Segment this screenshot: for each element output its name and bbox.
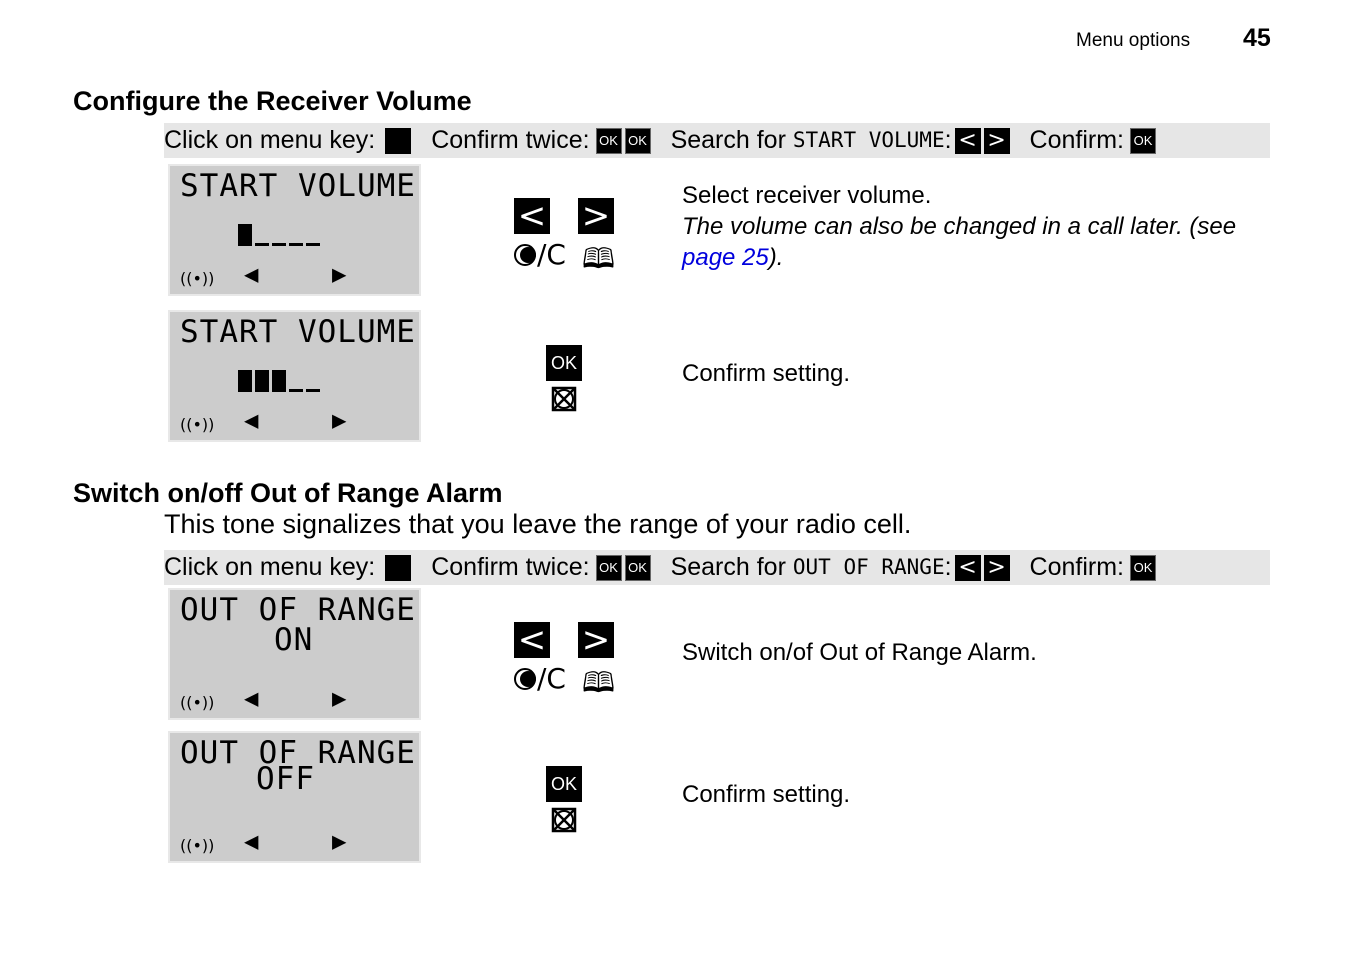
- clear-key-label: /C: [537, 238, 566, 271]
- book-icon: 🕮: [581, 666, 615, 699]
- lcd-display-volume-1: [168, 164, 421, 296]
- search-term: START VOLUME: [792, 128, 945, 152]
- volume-segment-empty: [306, 243, 320, 246]
- triangle-left-icon: ◀: [244, 260, 259, 288]
- volume-segment-empty: [289, 243, 303, 246]
- lcd-line-1: START VOLUME: [180, 314, 416, 350]
- page-link[interactable]: page 25: [682, 244, 769, 271]
- ok-key-icon: OK: [546, 345, 582, 381]
- running-header-section: Menu options: [1076, 30, 1191, 51]
- triangle-right-icon: ▶: [332, 260, 347, 288]
- right-key-icon: >: [984, 128, 1010, 154]
- keys-confirm-volume: [494, 345, 634, 413]
- right-key-icon: >: [578, 622, 614, 658]
- volume-segment-empty: [255, 243, 269, 246]
- keys-navigate-range: [494, 622, 634, 710]
- section-intro: This tone signalizes that you leave the range of your radio cell.: [164, 509, 912, 539]
- clear-key-label: /C: [537, 662, 566, 695]
- search-colon: :: [944, 553, 952, 581]
- right-key-icon: >: [578, 198, 614, 234]
- radio-signal-icon: ((•)): [180, 415, 215, 434]
- triangle-right-icon: ▶: [332, 684, 347, 712]
- cancel-icon: [550, 385, 578, 413]
- radio-signal-icon: ((•)): [180, 693, 215, 712]
- triangle-right-icon: ▶: [332, 406, 347, 434]
- ok-key-icon: OK: [596, 128, 622, 154]
- clear-key: [513, 238, 566, 286]
- lcd-display-range-on: [168, 588, 421, 720]
- ok-key-icon: OK: [1130, 128, 1156, 154]
- section-title-out-of-range: Switch on/off Out of Range Alarm: [73, 478, 503, 508]
- description-confirm-range: Confirm setting.: [682, 781, 851, 808]
- left-key-icon: <: [955, 555, 981, 581]
- lcd-line-1: OUT OF RANGE: [180, 735, 416, 771]
- search-colon: :: [944, 126, 952, 154]
- radio-signal-icon: ((•)): [180, 269, 215, 288]
- rotary-icon: [513, 666, 537, 692]
- volume-bar: [238, 370, 323, 392]
- confirm-twice-label: Confirm twice:: [431, 126, 590, 154]
- menu-key-icon: [385, 555, 411, 581]
- search-term: OUT OF RANGE: [792, 555, 945, 579]
- book-icon: 🕮: [581, 242, 615, 275]
- click-menu-label: Click on menu key:: [164, 553, 376, 581]
- volume-bar: [238, 224, 323, 246]
- ok-key-icon: OK: [596, 555, 622, 581]
- description-confirm-volume: Confirm setting.: [682, 360, 851, 387]
- lcd-line-2: OFF: [256, 761, 315, 797]
- triangle-right-icon: ▶: [332, 827, 347, 855]
- section-title-receiver-volume: Configure the Receiver Volume: [73, 86, 472, 116]
- left-key-icon: <: [514, 622, 550, 658]
- volume-segment-filled: [238, 224, 252, 246]
- description-switch-range: Switch on/of Out of Range Alarm.: [682, 639, 1037, 666]
- right-key-icon: >: [984, 555, 1010, 581]
- confirm-twice-label: Confirm twice:: [431, 553, 590, 581]
- instruction-bar-volume: [164, 123, 1270, 158]
- description-text: Select receiver volume.: [682, 182, 932, 209]
- ok-key-icon: OK: [625, 128, 651, 154]
- lcd-display-volume-2: [168, 310, 421, 442]
- search-label: Search for: [670, 553, 786, 581]
- triangle-left-icon: ◀: [244, 684, 259, 712]
- click-menu-label: Click on menu key:: [164, 126, 376, 154]
- rotary-icon: [513, 242, 537, 268]
- menu-key-icon: [385, 128, 411, 154]
- ok-key-icon: OK: [546, 766, 582, 802]
- page-number: 45: [1243, 24, 1271, 52]
- ok-key-icon: OK: [625, 555, 651, 581]
- volume-segment-empty: [306, 389, 320, 392]
- instruction-bar-range: [164, 550, 1270, 585]
- volume-segment-filled: [238, 370, 252, 392]
- cancel-icon: [550, 806, 578, 834]
- confirm-label: Confirm:: [1029, 126, 1125, 154]
- radio-signal-icon: ((•)): [180, 836, 215, 855]
- ok-key-icon: OK: [1130, 555, 1156, 581]
- left-key-icon: <: [955, 128, 981, 154]
- lcd-line-1: OUT OF RANGE: [180, 592, 416, 628]
- description-select-volume: [682, 180, 1272, 273]
- volume-segment-filled: [255, 370, 269, 392]
- search-label: Search for: [670, 126, 786, 154]
- volume-segment-empty: [272, 243, 286, 246]
- clear-key: [513, 662, 566, 710]
- lcd-line-2: ON: [274, 622, 314, 658]
- volume-segment-empty: [289, 389, 303, 392]
- left-key-icon: <: [514, 198, 550, 234]
- triangle-left-icon: ◀: [244, 827, 259, 855]
- triangle-left-icon: ◀: [244, 406, 259, 434]
- confirm-label: Confirm:: [1029, 553, 1125, 581]
- lcd-line-1: START VOLUME: [180, 168, 416, 204]
- volume-segment-filled: [272, 370, 286, 392]
- keys-confirm-range: [494, 766, 634, 834]
- lcd-display-range-off: [168, 731, 421, 863]
- keys-navigate-volume: [494, 198, 634, 286]
- description-note: The volume can also be changed in a call later. (see page 25).: [682, 213, 1237, 271]
